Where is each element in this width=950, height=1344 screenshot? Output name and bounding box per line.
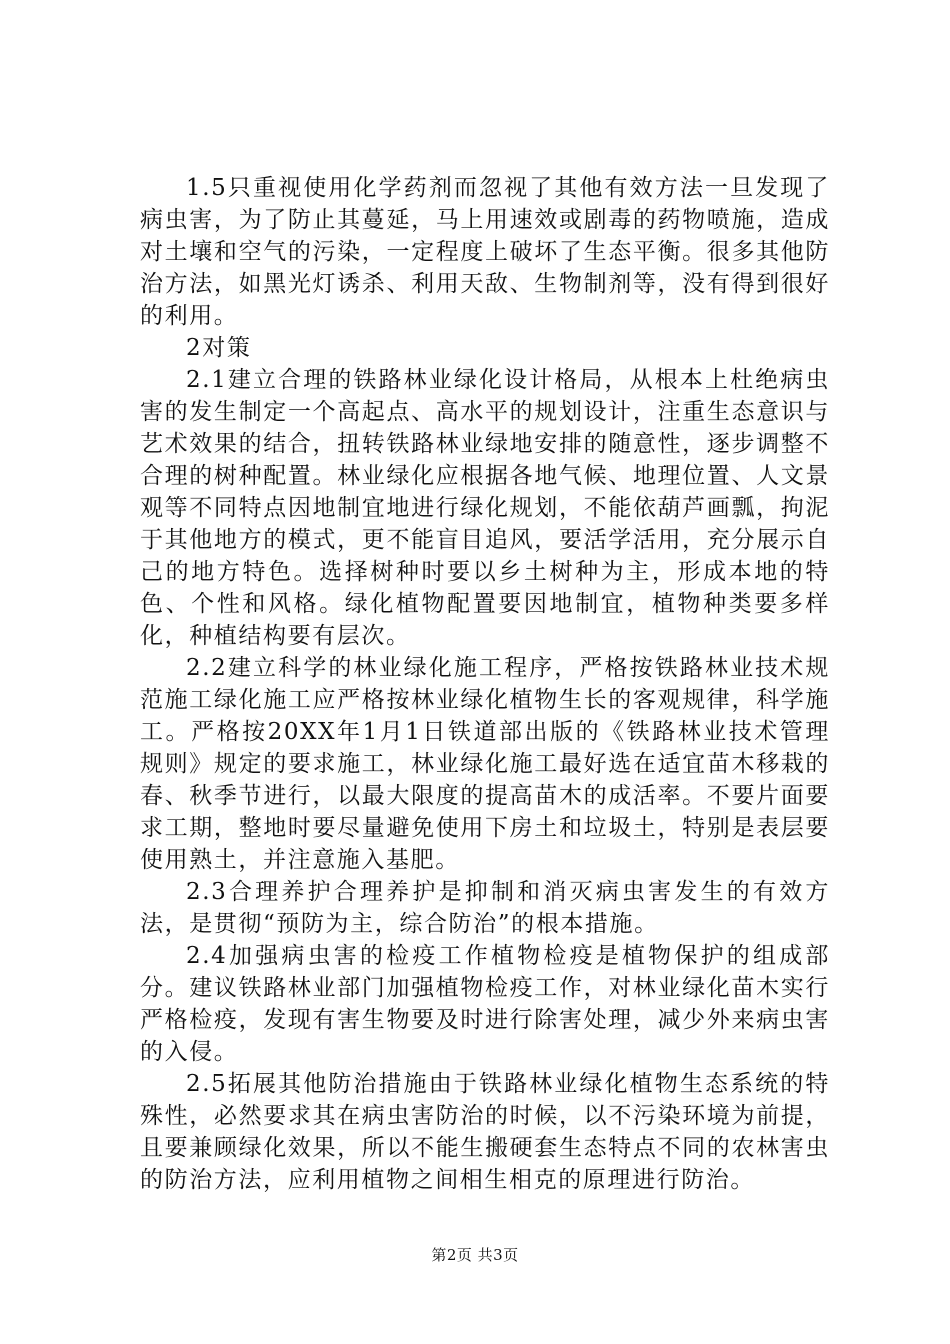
- page-number-footer: 第2页 共3页: [431, 1246, 519, 1264]
- document-body: [140, 172, 830, 1196]
- paragraph-2-4: 2.4加强病虫害的检疫工作植物检疫是植物保护的组成部分。建议铁路林业部门加强植物检疫工作，对林业绿化苗木实行严格检疫，发现有害生物要及时进行除害处理，减少外来病虫害的入侵。: [140, 943, 830, 1065]
- section-heading-countermeasures: 2对策: [186, 335, 252, 361]
- paragraph-1-5: 1.5只重视使用化学药剂而忽视了其他有效方法一旦发现了病虫害，为了防止其蔓延，马上用速效或剧毒的药物喷施，造成对土壤和空气的污染，一定程度上破坏了生态平衡。很多其他防治方法，如黑光灯诱杀、利用天敌、生物制剂等，没有得到很好的利用。: [140, 175, 830, 329]
- paragraph-2-2: 2.2建立科学的林业绿化施工程序，严格按铁路林业技术规范施工绿化施工应严格按林业绿化植物生长的客观规律，科学施工。严格按20XX年1月1日铁道部出版的《铁路林业技术管理规则》规定的要求施工，林业绿化施工最好选在适宜苗木移栽的春、秋季节进行，以最大限度的提高苗木的成活率。不要片面要求工期，整地时要尽量避免使用下房土和垃圾土，特别是表层要使用熟土，并注意施入基肥。: [140, 655, 830, 873]
- paragraph-2-3: 2.3合理养护合理养护是抑制和消灭病虫害发生的有效方法，是贯彻“预防为主，综合防治”的根本措施。: [140, 879, 830, 937]
- paragraph-2-5: 2.5拓展其他防治措施由于铁路林业绿化植物生态系统的特殊性，必然要求其在病虫害防治的时候，以不污染环境为前提，且要兼顾绿化效果，所以不能生搬硬套生态特点不同的农林害虫的防治方法，应利用植物之间相生相克的原理进行防治。: [140, 1071, 830, 1193]
- paragraph-2-1: 2.1建立合理的铁路林业绿化设计格局，从根本上杜绝病虫害的发生制定一个高起点、高水平的规划设计，注重生态意识与艺术效果的结合，扭转铁路林业绿地安排的随意性，逐步调整不合理的树种配置。林业绿化应根据各地气候、地理位置、人文景观等不同特点因地制宜地进行绿化规划，不能依葫芦画瓢，拘泥于其他地方的模式，更不能盲目追风，要活学活用，充分展示自己的地方特色。选择树种时要以乡土树种为主，形成本地的特色、个性和风格。绿化植物配置要因地制宜，植物种类要多样化，种植结构要有层次。: [140, 367, 830, 649]
